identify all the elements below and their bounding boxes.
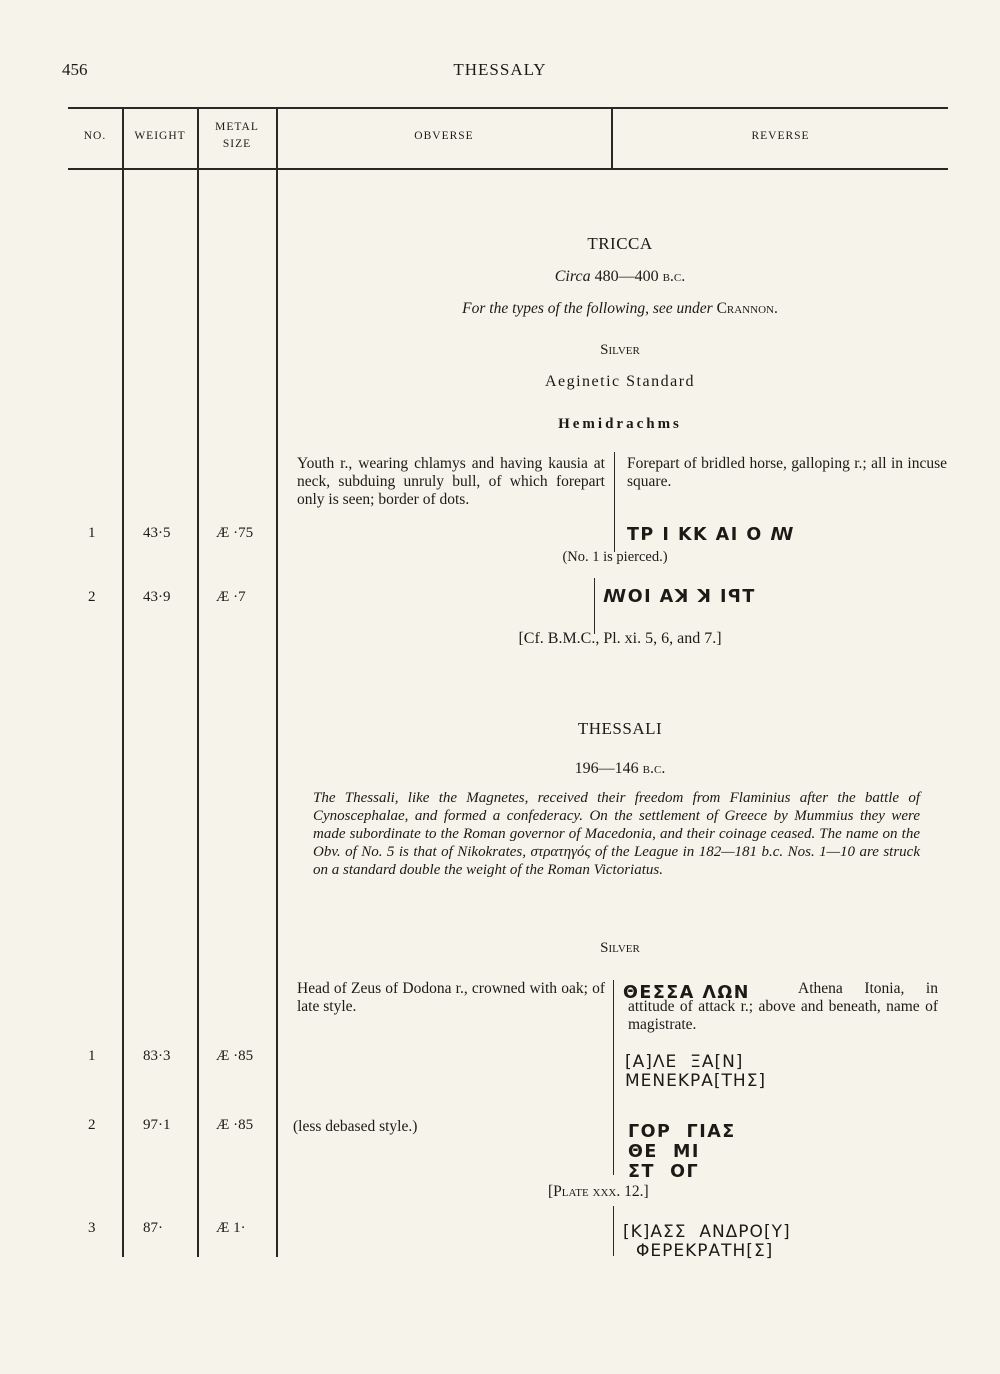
thessali-row1-metal-size: [216, 1048, 253, 1065]
tricca-row1-legend: ΤΡ Ι ΚΚ ΑΙ Ο ꟿ: [627, 525, 795, 545]
tricca-row2-metal-size: [216, 589, 246, 606]
thessali-row3-legend-line1: [Κ]ΑΣΣ ΑΝΔΡΟ[Υ]: [623, 1222, 791, 1242]
tricca-date-range: 480—400: [594, 268, 659, 285]
tricca-row1-metal: Æ: [216, 525, 230, 541]
thessali-row1-size: ·85: [233, 1048, 254, 1064]
section-title-tricca: TRICCA: [587, 234, 653, 253]
thessali-date: [430, 760, 810, 778]
thessali-row3-legend-line2: ΦΕΡΕΚΡΑΤΗ[Σ]: [636, 1241, 774, 1261]
thessali-row2-size: ·85: [233, 1117, 254, 1133]
header-metal: METAL: [215, 121, 259, 133]
thessali-row1-no: 1: [88, 1048, 96, 1064]
thessali-metal: Silver: [600, 940, 640, 956]
thessali-row1-legend-line1: [Α]ΛΕ ΞΑ[Ν]: [625, 1052, 744, 1072]
tricca-row2-no: 2: [88, 589, 96, 605]
thessali-row3-divider: [613, 1206, 614, 1256]
thessali-row2-legend-line3: ΣΤ ΟΓ: [628, 1162, 700, 1182]
thessali-plate-reference: [Plate xxx. 12.]: [548, 1183, 649, 1200]
tricca-date-circa: Circa: [554, 268, 591, 285]
thessali-row3-weight: 87·: [143, 1220, 163, 1236]
tricca-row2-size: ·7: [233, 589, 246, 605]
thessali-row2-no: 2: [88, 1117, 96, 1133]
thessali-obv-rev-divider: [613, 980, 614, 1175]
tricca-pierced-note: (No. 1 is pierced.): [562, 549, 668, 565]
header-size: SIZE: [222, 138, 252, 150]
running-title: THESSALY: [453, 60, 547, 79]
thessali-date-era: b.c.: [642, 760, 666, 777]
tricca-row2-weight: 43·9: [143, 589, 171, 605]
tricca-note-ref: Crannon.: [716, 300, 778, 317]
tricca-denomination: Hemidrachms: [558, 416, 682, 432]
header-obverse: OBVERSE: [414, 130, 474, 142]
tricca-row1-no: 1: [88, 525, 96, 541]
tricca-obv-rev-divider: [614, 452, 615, 552]
col-rule-3: [276, 107, 278, 1257]
tricca-note: [380, 300, 860, 318]
thessali-row1-legend-line2: ΜΕΝΕΚΡΑ[ΤΗΣ]: [625, 1071, 767, 1091]
thessali-row2-legend-line2: ΘΕ ΜΙ: [628, 1142, 700, 1162]
thessali-reverse-description: Athena Itonia, in attitude of attack r.; above and beneath, name of magistrate.: [628, 980, 938, 1033]
thessali-row1-metal: Æ: [216, 1048, 230, 1064]
tricca-obverse-description: Youth r., wearing chlamys and having kausia at neck, subduing unruly bull, of which forepart only is seen; border of dots.: [297, 455, 605, 508]
tricca-note-text: For the types of the following, see under: [462, 300, 713, 317]
page-number: 456: [62, 60, 88, 79]
tricca-row1-metal-size: [216, 525, 253, 542]
thessali-reverse-legend: ΘΕΣΣΑ ΛΩΝ: [623, 983, 750, 1003]
header-reverse: REVERSE: [751, 130, 810, 142]
thessali-row3-metal-size: [216, 1220, 246, 1237]
col-rule-2: [197, 107, 199, 1257]
thessali-row3-size: 1·: [233, 1220, 246, 1236]
thessali-date-range: 196—146: [574, 760, 639, 777]
table-top-rule: [68, 107, 948, 109]
header-no: NO.: [83, 130, 107, 142]
col-rule-1: [122, 107, 124, 1257]
tricca-row1-size: ·75: [233, 525, 254, 541]
thessali-row3-metal: Æ: [216, 1220, 230, 1236]
tricca-standard: Aeginetic Standard: [544, 373, 696, 390]
thessali-obverse-description: Head of Zeus of Dodona r., crowned with oak; of late style.: [297, 980, 605, 1015]
tricca-row1-weight: 43·5: [143, 525, 171, 541]
tricca-row2-legend: ꟿΟΙ Αꓘ ꓘ ΙꟼΤ: [603, 587, 756, 607]
thessali-intro: The Thessali, like the Magnetes, received their freedom from Flaminius after the battle of Cynoscephalae, and formed a confederacy. On the settlement of Greece by Mummius they were made subordinate to the Roman governor of Macedonia, and their coinage ceased. The name on the Obv. of No. 5 is that of Nikokrates, στρατηγός of the League in 182—181 b.c. Nos. 1—10 are struck on a standard double the weight of the Roman Victoriatus.: [313, 790, 920, 878]
tricca-date: [430, 268, 810, 286]
header-weight: WEIGHT: [134, 130, 186, 142]
thessali-row2-legend-line1: ΓΟΡ ΓΙΑΣ: [628, 1122, 736, 1142]
thessali-row3-no: 3: [88, 1220, 96, 1236]
thessali-row2-weight: 97·1: [143, 1117, 171, 1133]
thessali-obverse-description-2: (less debased style.): [293, 1118, 418, 1135]
tricca-row2-metal: Æ: [216, 589, 230, 605]
table-header-rule: [68, 168, 948, 170]
tricca-row2-divider: [594, 578, 595, 634]
tricca-reverse-description: Forepart of bridled horse, galloping r.; all in incuse square.: [627, 455, 947, 490]
thessali-row2-metal-size: [216, 1117, 253, 1134]
thessali-row2-metal: Æ: [216, 1117, 230, 1133]
tricca-date-era: b.c.: [662, 268, 686, 285]
tricca-metal: Silver: [600, 342, 640, 358]
section-title-thessali: THESSALI: [577, 719, 663, 738]
thessali-row1-weight: 83·3: [143, 1048, 171, 1064]
tricca-reference: [Cf. B.M.C., Pl. xi. 5, 6, and 7.]: [518, 630, 722, 647]
